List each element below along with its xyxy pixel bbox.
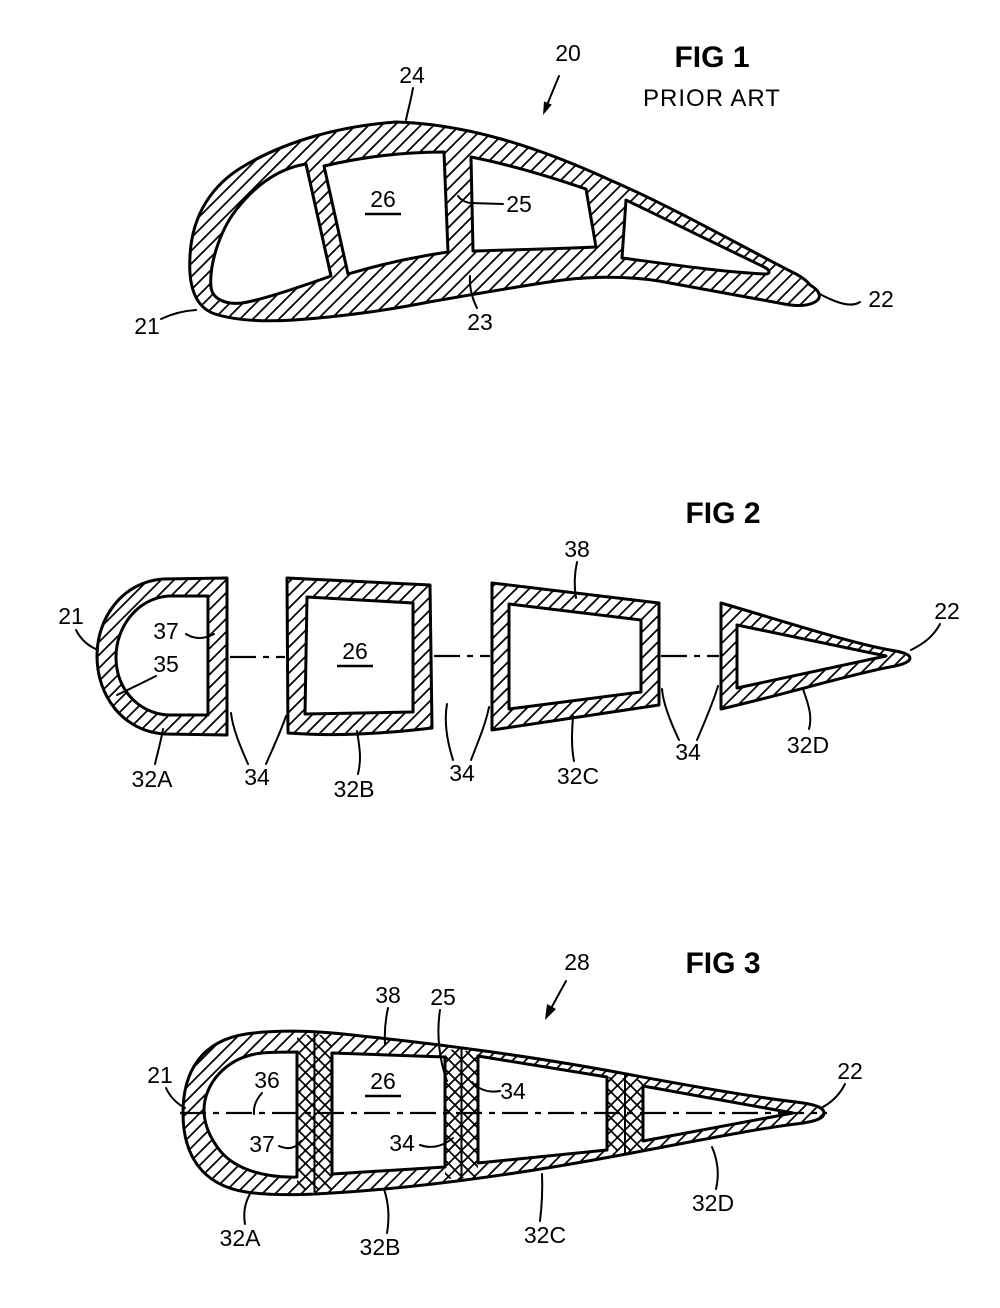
fig2-leader-34c-right xyxy=(697,686,718,740)
figure-1 xyxy=(134,40,894,339)
fig2-label-32D: 32D xyxy=(786,732,830,758)
fig2-label-21: 21 xyxy=(58,603,84,629)
figure-3 xyxy=(147,947,863,1260)
fig3-label-21: 21 xyxy=(147,1062,173,1088)
fig3-title: FIG 3 xyxy=(685,947,761,980)
fig3-label-34-lower: 34 xyxy=(389,1130,415,1156)
fig1-label-21: 21 xyxy=(134,313,160,339)
fig1-leader-20-arrow xyxy=(547,76,559,105)
fig3-leader-22 xyxy=(821,1084,845,1108)
fig2-title: FIG 2 xyxy=(685,497,761,530)
fig2-label-32B: 32B xyxy=(333,776,375,802)
fig2-label-35: 35 xyxy=(153,651,179,677)
fig1-subtitle: PRIOR ART xyxy=(643,85,781,112)
fig3-label-32D: 32D xyxy=(691,1190,735,1216)
fig1-label-22: 22 xyxy=(868,286,894,312)
fig3-label-34-upper: 34 xyxy=(500,1078,526,1104)
fig2-leader-32B xyxy=(357,731,360,774)
fig3-leader-32A xyxy=(244,1192,251,1224)
fig2-label-34b: 34 xyxy=(449,760,475,786)
fig3-label-36: 36 xyxy=(254,1067,280,1093)
fig3-label-25: 25 xyxy=(430,984,456,1010)
fig3-label-28: 28 xyxy=(564,949,590,975)
fig2-segment-32D-wall xyxy=(721,603,910,709)
fig3-arrow-head-icon xyxy=(545,1004,556,1020)
fig3-label-26: 26 xyxy=(370,1068,396,1094)
fig3-label-32C: 32C xyxy=(523,1222,567,1248)
fig2-label-32C: 32C xyxy=(556,763,600,789)
fig1-label-24: 24 xyxy=(399,62,425,88)
fig2-label-32A: 32A xyxy=(131,766,173,792)
fig2-leader-34a-right xyxy=(266,716,286,764)
fig1-leader-21 xyxy=(161,310,196,319)
fig1-airfoil-wall xyxy=(190,122,820,321)
fig1-leader-24 xyxy=(406,88,413,120)
fig1-label-23: 23 xyxy=(467,309,493,335)
fig3-label-22: 22 xyxy=(837,1058,863,1084)
fig1-arrow-head-icon xyxy=(543,101,552,115)
fig3-leader-36 xyxy=(254,1093,262,1114)
fig1-label-20: 20 xyxy=(555,40,581,66)
fig2-leader-34b-right xyxy=(471,707,489,760)
fig2-leader-34c-left xyxy=(662,689,679,740)
fig2-label-34a: 34 xyxy=(244,764,270,790)
fig3-leader-32D xyxy=(712,1147,718,1189)
fig2-leader-22 xyxy=(911,624,940,650)
fig2-label-37: 37 xyxy=(153,618,179,644)
fig3-leader-32C xyxy=(540,1174,542,1221)
fig3-label-37: 37 xyxy=(249,1131,275,1157)
fig3-label-32B: 32B xyxy=(359,1234,401,1260)
fig2-label-38: 38 xyxy=(564,536,590,562)
figure-2 xyxy=(58,497,960,802)
fig2-segment-32C-wall xyxy=(492,583,659,730)
fig1-label-25: 25 xyxy=(506,191,532,217)
fig2-leader-32D xyxy=(803,689,810,729)
fig1-leader-22 xyxy=(818,293,860,305)
fig1-label-26: 26 xyxy=(370,186,396,212)
fig3-label-32A: 32A xyxy=(219,1225,261,1251)
fig3-label-38: 38 xyxy=(375,982,401,1008)
fig2-label-22: 22 xyxy=(934,598,960,624)
fig3-leader-32B xyxy=(384,1189,388,1233)
fig2-leader-32C xyxy=(572,716,574,761)
fig2-label-34c: 34 xyxy=(675,739,701,765)
fig2-leader-34b-left xyxy=(446,704,453,760)
fig2-leader-34a-left xyxy=(231,713,248,764)
fig1-title: FIG 1 xyxy=(674,41,750,74)
fig2-leader-21 xyxy=(76,630,98,650)
fig2-label-26: 26 xyxy=(342,638,368,664)
